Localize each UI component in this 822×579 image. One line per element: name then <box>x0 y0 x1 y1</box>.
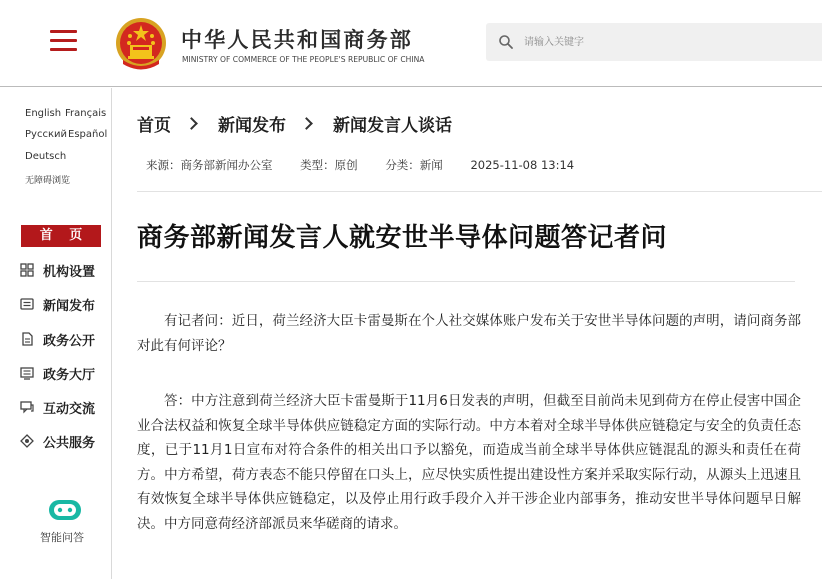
meta-type: 类型：原创 <box>300 158 358 172</box>
lang-russian-link[interactable]: Русский <box>25 129 67 140</box>
breadcrumb-spokesperson[interactable]: 新闻发言人谈话 <box>333 116 452 136</box>
breadcrumb-home[interactable]: 首页 <box>137 116 171 136</box>
search-box <box>486 23 822 61</box>
sidebar-item-label: 新闻发布 <box>43 298 96 314</box>
home-button[interactable]: 首 页 <box>21 225 101 247</box>
sidebar-item-label: 政务大厅 <box>43 367 96 383</box>
sidebar <box>0 88 112 579</box>
site-title: 中华人民共和国商务部 <box>181 28 413 52</box>
accessibility-link[interactable]: 无障碍浏览 <box>25 176 71 186</box>
divider <box>137 281 795 282</box>
divider <box>137 191 822 192</box>
lang-english-link[interactable]: English <box>25 108 62 119</box>
service-hall-icon <box>20 366 34 380</box>
document-icon <box>20 332 34 346</box>
meta-source: 来源：商务部新闻办公室 <box>146 158 273 172</box>
breadcrumb-news[interactable]: 新闻发布 <box>218 116 286 136</box>
assistant-robot-icon[interactable] <box>47 496 83 524</box>
org-grid-icon <box>20 263 34 277</box>
sidebar-item-gov-affairs[interactable] <box>20 329 95 349</box>
site-subtitle: MINISTRY OF COMMERCE OF THE PEOPLE'S REPUBLIC OF CHINA <box>182 55 425 64</box>
lang-german-link[interactable]: Deutsch <box>25 151 67 162</box>
service-icon <box>20 434 34 448</box>
chevron-right-icon <box>300 117 313 130</box>
breadcrumb <box>137 111 452 136</box>
article-paragraph: 答：中方注意到荷兰经济大臣卡雷曼斯于11月6日发表的声明，但截至目前尚未见到荷方在停止侵害中国企业合法权益和恢复全球半导体供应链稳定方面的实际行动。中方本着对全球半导体供应链稳定与安全的负责任态度，已于11月1日宣布对符合条件的相关出口予以豁免，而造成当前全球半导体供应链混乱的源头和责任在荷方。中方希望，荷方表态不能只停留在口头上，应尽快实质性提出建设性方案并采取实际行动，从源头上迅速且有效恢复全球半导体供应链稳定，以及停止用行政手段介入并干涉企业内部事务，推动安世半导体问题早日解决。中方同意荷经济部派员来华磋商的请求。 <box>137 393 801 532</box>
site-header <box>0 0 822 87</box>
sidebar-item-service-hall[interactable] <box>20 363 95 383</box>
assistant-label[interactable]: 智能问答 <box>40 531 84 544</box>
sidebar-item-organization[interactable] <box>20 260 95 280</box>
news-icon <box>20 297 34 311</box>
sidebar-item-public-service[interactable] <box>20 431 95 451</box>
lang-french-link[interactable]: Français <box>65 108 107 119</box>
meta-category: 分类：新闻 <box>385 158 443 172</box>
search-icon[interactable] <box>498 34 514 50</box>
sidebar-item-label: 机构设置 <box>43 264 96 280</box>
sidebar-item-interaction[interactable] <box>20 397 95 417</box>
meta-date: 2025-11-08 13:14 <box>470 158 575 172</box>
national-emblem-icon[interactable] <box>115 16 167 72</box>
article-title: 商务部新闻发言人就安世半导体问题答记者问 <box>137 223 668 253</box>
sidebar-item-label: 公共服务 <box>43 435 96 451</box>
article-paragraph: 有记者问：近日，荷兰经济大臣卡雷曼斯在个人社交媒体账户发布关于安世半导体问题的声明，请问商务部对此有何评论？ <box>137 313 801 354</box>
chat-icon <box>20 400 34 414</box>
chevron-right-icon <box>185 117 198 130</box>
sidebar-item-label: 政务公开 <box>43 333 96 349</box>
hamburger-menu-icon[interactable] <box>50 30 77 51</box>
article-meta <box>146 157 598 173</box>
search-input[interactable] <box>524 31 814 53</box>
sidebar-item-label: 互动交流 <box>43 401 96 417</box>
sidebar-item-news[interactable] <box>20 294 95 314</box>
lang-spanish-link[interactable]: Español <box>68 129 108 140</box>
